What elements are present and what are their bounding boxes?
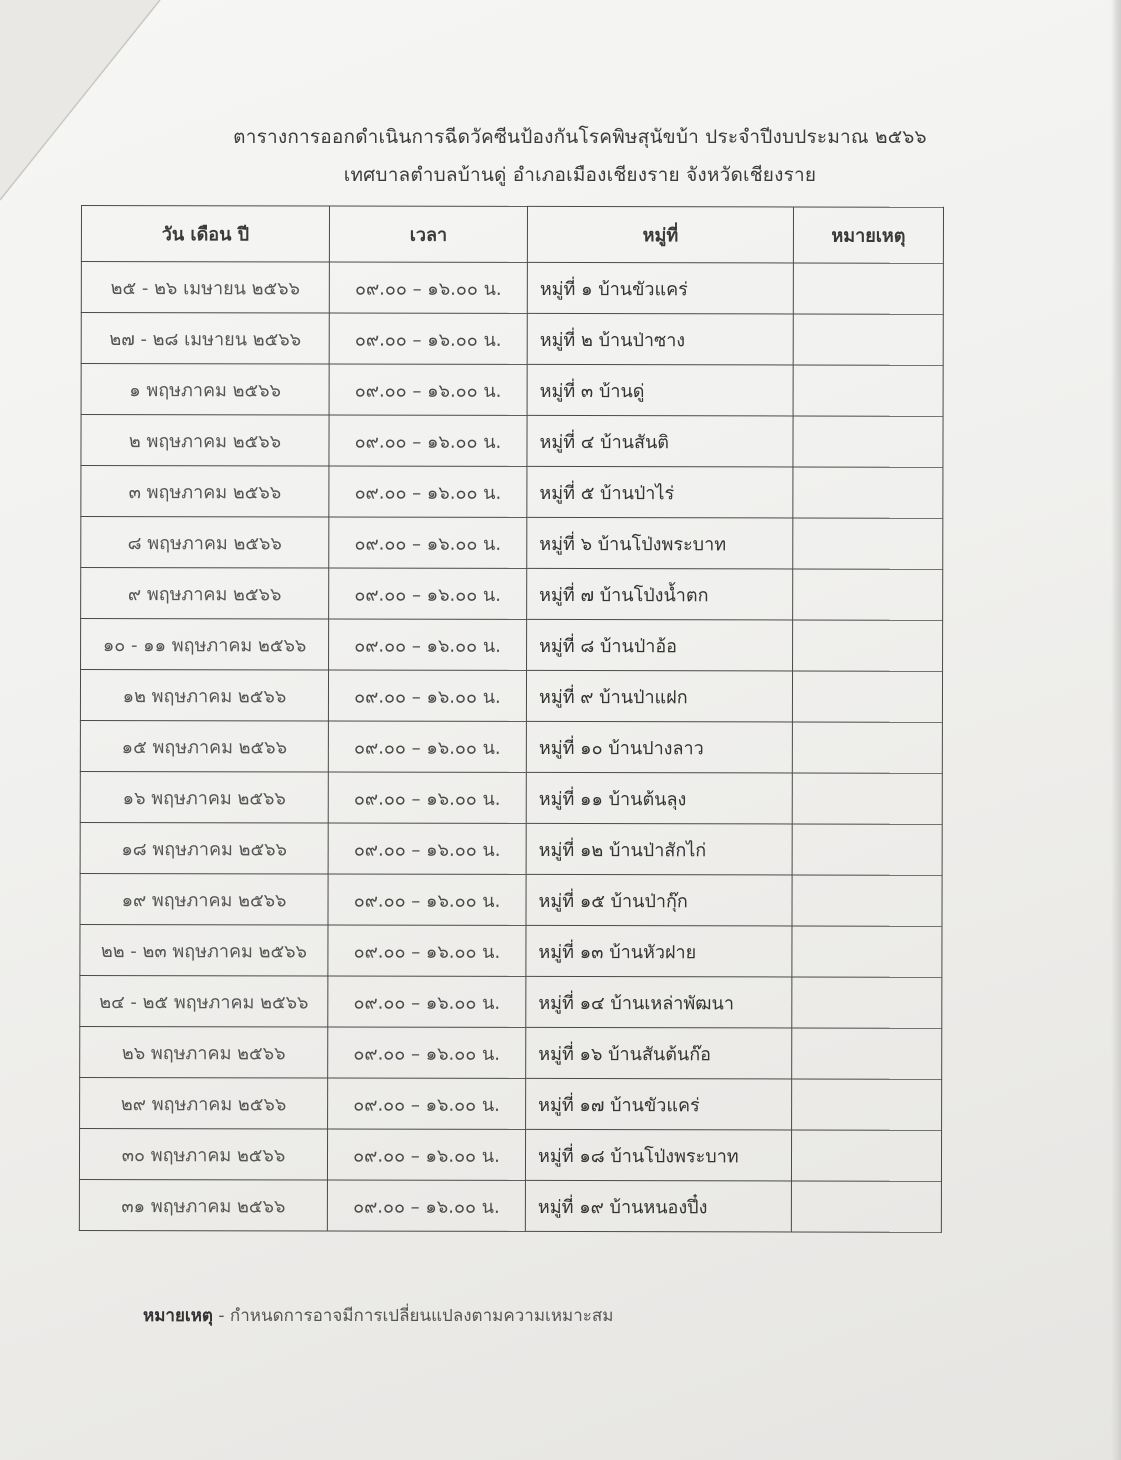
cell-date: ๒๙ พฤษภาคม ๒๕๖๖ bbox=[80, 1077, 328, 1129]
cell-remark bbox=[793, 569, 943, 620]
cell-village: หมู่ที่ ๑๔ บ้านเหล่าพัฒนา bbox=[526, 976, 792, 1028]
table-body bbox=[79, 262, 943, 1233]
cell-time: ๐๙.๐๐ – ๑๖.๐๐ น. bbox=[329, 415, 527, 466]
table-row bbox=[80, 975, 942, 1028]
cell-date: ๒๔ - ๒๕ พฤษภาคม ๒๕๖๖ bbox=[80, 975, 328, 1027]
document-title: ตารางการออกดำเนินการฉีดวัคซีนป้องกันโรคพิษสุนัขบ้า ประจำปีงบประมาณ ๒๕๖๖ bbox=[233, 126, 927, 148]
table-row bbox=[81, 313, 943, 366]
table-header-row bbox=[81, 206, 943, 264]
cell-remark bbox=[793, 416, 943, 467]
cell-village: หมู่ที่ ๑๘ บ้านโป่งพระบาท bbox=[525, 1129, 791, 1181]
table-row bbox=[79, 1179, 941, 1232]
cell-date: ๑๕ พฤษภาคม ๒๕๖๖ bbox=[80, 720, 328, 772]
cell-date: ๓๐ พฤษภาคม ๒๕๖๖ bbox=[79, 1128, 327, 1180]
cell-time: ๐๙.๐๐ – ๑๖.๐๐ น. bbox=[328, 670, 526, 721]
cell-village: หมู่ที่ ๑๖ บ้านสันต้นก๊อ bbox=[526, 1027, 792, 1079]
cell-time: ๐๙.๐๐ – ๑๖.๐๐ น. bbox=[328, 925, 526, 976]
cell-date: ๓ พฤษภาคม ๒๕๖๖ bbox=[81, 466, 329, 518]
cell-village: หมู่ที่ ๑ บ้านขัวแคร่ bbox=[527, 262, 793, 314]
table-row bbox=[80, 1026, 942, 1079]
cell-remark bbox=[791, 1130, 941, 1181]
cell-time: ๐๙.๐๐ – ๑๖.๐๐ น. bbox=[329, 568, 527, 619]
cell-remark bbox=[792, 773, 942, 824]
cell-village: หมู่ที่ ๗ บ้านโป่งน้ำตก bbox=[527, 568, 793, 620]
cell-remark bbox=[793, 620, 943, 671]
table-row bbox=[81, 262, 943, 315]
cell-village: หมู่ที่ ๘ บ้านป่าอ้อ bbox=[527, 619, 793, 671]
cell-remark bbox=[792, 671, 942, 722]
cell-time: ๐๙.๐๐ – ๑๖.๐๐ น. bbox=[328, 823, 526, 874]
cell-remark bbox=[792, 926, 942, 977]
cell-remark bbox=[793, 467, 943, 518]
cell-date: ๑๐ - ๑๑ พฤษภาคม ๒๕๖๖ bbox=[81, 619, 329, 671]
cell-village: หมู่ที่ ๑๓ บ้านหัวฝาย bbox=[526, 925, 792, 977]
cell-remark bbox=[791, 1181, 941, 1232]
vaccination-schedule-table bbox=[79, 205, 944, 1233]
cell-time: ๐๙.๐๐ – ๑๖.๐๐ น. bbox=[329, 517, 527, 568]
footnote-label: หมายเหตุ bbox=[143, 1306, 213, 1326]
cell-remark bbox=[792, 977, 942, 1028]
table-row bbox=[81, 466, 943, 519]
cell-time: ๐๙.๐๐ – ๑๖.๐๐ น. bbox=[328, 772, 526, 823]
table-row bbox=[81, 568, 943, 621]
cell-village: หมู่ที่ ๑๕ บ้านป่ากุ๊ก bbox=[526, 874, 792, 926]
header-village: หมู่ที่ bbox=[527, 206, 793, 263]
cell-remark bbox=[793, 314, 943, 365]
cell-date: ๑๙ พฤษภาคม ๒๕๖๖ bbox=[80, 873, 328, 925]
table-row bbox=[80, 924, 942, 977]
cell-date: ๒๕ - ๒๖ เมษายน ๒๕๖๖ bbox=[81, 262, 329, 314]
cell-date: ๙ พฤษภาคม ๒๕๖๖ bbox=[81, 568, 329, 620]
cell-date: ๒๒ - ๒๓ พฤษภาคม ๒๕๖๖ bbox=[80, 924, 328, 976]
table-row bbox=[81, 415, 943, 468]
header-date: วัน เดือน ปี bbox=[81, 206, 329, 263]
footnote-text: - กำหนดการอาจมีการเปลี่ยนแปลงตามความเหมาะสม bbox=[212, 1306, 614, 1326]
cell-date: ๑ พฤษภาคม ๒๕๖๖ bbox=[81, 364, 329, 416]
cell-time: ๐๙.๐๐ – ๑๖.๐๐ น. bbox=[327, 1129, 525, 1180]
cell-date: ๘ พฤษภาคม ๒๕๖๖ bbox=[81, 517, 329, 569]
cell-village: หมู่ที่ ๕ บ้านป่าไร่ bbox=[527, 466, 793, 518]
document-subtitle: เทศบาลตำบลบ้านดู่ อำเภอเมืองเชียงราย จังหวัดเชียงราย bbox=[343, 164, 817, 186]
table-row bbox=[80, 1077, 942, 1130]
cell-village: หมู่ที่ ๖ บ้านโป่งพระบาท bbox=[527, 517, 793, 569]
table-row bbox=[79, 1128, 941, 1181]
cell-village: หมู่ที่ ๑๐ บ้านปางลาว bbox=[526, 721, 792, 773]
table-row bbox=[80, 822, 942, 875]
header-remark: หมายเหตุ bbox=[793, 207, 943, 263]
cell-village: หมู่ที่ ๑๑ บ้านต้นลุง bbox=[526, 772, 792, 824]
cell-time: ๐๙.๐๐ – ๑๖.๐๐ น. bbox=[329, 619, 527, 670]
cell-date: ๒ พฤษภาคม ๒๕๖๖ bbox=[81, 415, 329, 467]
table-row bbox=[81, 517, 943, 570]
cell-date: ๓๑ พฤษภาคม ๒๕๖๖ bbox=[79, 1179, 327, 1231]
table-row bbox=[80, 771, 942, 824]
cell-village: หมู่ที่ ๑๙ บ้านหนองปึ๋ง bbox=[525, 1180, 791, 1232]
cell-date: ๑๖ พฤษภาคม ๒๕๖๖ bbox=[80, 771, 328, 823]
cell-date: ๑๒ พฤษภาคม ๒๕๖๖ bbox=[80, 670, 328, 722]
cell-remark bbox=[792, 722, 942, 773]
cell-village: หมู่ที่ ๑๗ บ้านขัวแคร่ bbox=[526, 1078, 792, 1130]
cell-time: ๐๙.๐๐ – ๑๖.๐๐ น. bbox=[329, 364, 527, 415]
cell-village: หมู่ที่ ๔ บ้านสันติ bbox=[527, 415, 793, 467]
cell-time: ๐๙.๐๐ – ๑๖.๐๐ น. bbox=[328, 1078, 526, 1129]
footnote bbox=[143, 1302, 614, 1329]
cell-date: ๒๖ พฤษภาคม ๒๕๖๖ bbox=[80, 1026, 328, 1078]
cell-date: ๒๗ - ๒๘ เมษายน ๒๕๖๖ bbox=[81, 313, 329, 365]
cell-time: ๐๙.๐๐ – ๑๖.๐๐ น. bbox=[328, 976, 526, 1027]
cell-time: ๐๙.๐๐ – ๑๖.๐๐ น. bbox=[328, 721, 526, 772]
cell-remark bbox=[793, 263, 943, 314]
cell-time: ๐๙.๐๐ – ๑๖.๐๐ น. bbox=[328, 1027, 526, 1078]
header-time: เวลา bbox=[329, 206, 527, 262]
cell-date: ๑๘ พฤษภาคม ๒๕๖๖ bbox=[80, 822, 328, 874]
cell-remark bbox=[792, 824, 942, 875]
cell-remark bbox=[792, 875, 942, 926]
cell-time: ๐๙.๐๐ – ๑๖.๐๐ น. bbox=[327, 1180, 525, 1231]
cell-time: ๐๙.๐๐ – ๑๖.๐๐ น. bbox=[329, 466, 527, 517]
table-row bbox=[81, 619, 943, 672]
cell-time: ๐๙.๐๐ – ๑๖.๐๐ น. bbox=[329, 313, 527, 364]
cell-time: ๐๙.๐๐ – ๑๖.๐๐ น. bbox=[328, 874, 526, 925]
cell-village: หมู่ที่ ๒ บ้านป่าซาง bbox=[527, 313, 793, 365]
cell-village: หมู่ที่ ๑๒ บ้านป่าสักไก่ bbox=[526, 823, 792, 875]
cell-remark bbox=[792, 1028, 942, 1079]
table-row bbox=[80, 720, 942, 773]
cell-time: ๐๙.๐๐ – ๑๖.๐๐ น. bbox=[329, 262, 527, 313]
table-row bbox=[80, 670, 942, 723]
paper-edge-shadow bbox=[1111, 0, 1121, 1460]
cell-remark bbox=[793, 518, 943, 569]
cell-remark bbox=[792, 1079, 942, 1130]
cell-remark bbox=[793, 365, 943, 416]
table-row bbox=[80, 873, 942, 926]
table-row bbox=[81, 364, 943, 417]
cell-village: หมู่ที่ ๓ บ้านดู่ bbox=[527, 364, 793, 416]
cell-village: หมู่ที่ ๙ บ้านป่าแฝก bbox=[526, 670, 792, 722]
